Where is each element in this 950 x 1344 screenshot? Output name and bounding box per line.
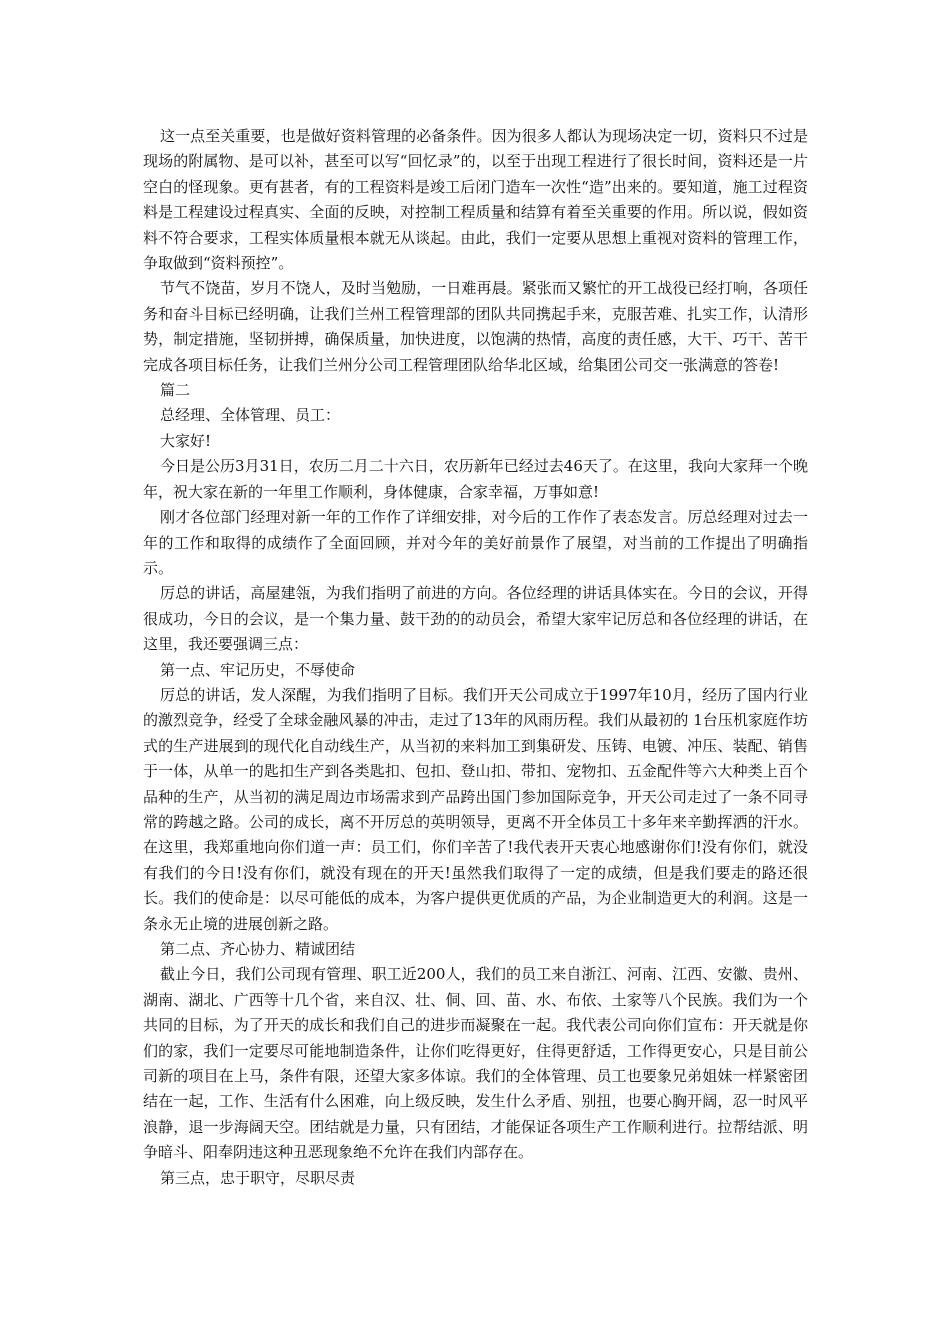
point-three-heading: 第三点，忠于职守，尽职尽责: [160, 1168, 356, 1187]
point-two-heading: 第二点、齐心协力、精诚团结: [160, 940, 356, 958]
section-heading-part-two: 篇二: [160, 381, 191, 400]
paragraph-manager-review: 刚才各位部门经理对新一年的工作作了详细安排，对今后的工作作了表态发言。厉总经理对过去一年的工作和取得的成绩作了全面回顾，并对今年的美好前景作了展望，对当前的工作提出了明确指示。: [143, 508, 808, 577]
document-body: [143, 124, 808, 1191]
point-one-heading: 第一点、牢记历史，不辱使命: [160, 660, 356, 679]
paragraph-three-points-intro: 厉总的讲话，高屋建瓴，为我们指明了前进的方向。各位经理的讲话具体实在。今日的会议，开得很成功，今日的会议，是一个集力量、鼓干劲的的动员会，希望大家牢记厉总和各位经理的讲话，在这里，我还要强调三点：: [143, 584, 808, 654]
paragraph-date-greeting: 今日是公历3月31日，农历二月二十六日，农历新年已经过去46天了。在这里，我向大家拜一个晚年，祝大家在新的一年里工作顺利，身体健康，合家幸福，万事如意!: [143, 457, 808, 501]
paragraph-call-to-action: 节气不饶苗，岁月不饶人，及时当勉励，一日难再晨。紧张而又繁忙的开工战役已经打响，各项任务和奋斗目标已经明确，让我们兰州工程管理部的团队共同携起手来，克服苦难、扎实工作，认清形势，制定措施，坚韧拼搏，确保质量，加快进度，以饱满的热情，高度的责任感，大干、巧干、苦干完成各项目标任务，让我们兰州分公司工程管理团队给华北区域，给集团公司交一张满意的答卷!: [143, 279, 808, 374]
paragraph-unity: 截止今日，我们公司现有管理、职工近200人，我们的员工来自浙江、河南、江西、安徽、贵州、湖南、湖北、广西等十几个省，来自汉、壮、侗、回、苗、水、布依、土家等八个民族。我们为一个共同的目标，为了开天的成长和我们自己的进步而凝聚在一起。我代表公司向你们宣布：开天就是你们的家，我们一定要尽可能地制造条件，让你们吃得更好，住得更舒适，工作得更安心，只是目前公司新的项目在上马，条件有限，还望大家多体谅。我们的全体管理、员工也要象兄弟姐妹一样紧密团结在一起，工作、生活有什么困难，向上级反映，发生什么矛盾、别扭，也要心胸开阔，忍一时风平浪静，退一步海阔天空。团结就是力量，只有团结，才能保证各项生产工作顺利进行。拉帮结派、明争暗斗、阳奉阴违这种丑恶现象绝不允许在我们内部存在。: [143, 965, 808, 1162]
paragraph-company-history: 厉总的讲话，发人深醒，为我们指明了目标。我们开天公司成立于1997年10月，经历了国内行业的激烈竞争，经受了全球金融风暴的冲击，走过了13年的风雨历程。我们从最初的 1台压机家庭作坊式的生产进展到的现代化自动线生产，从当初的来料加工到集研发、压铸、电镀、冲压、装配、销售于一体，从单一的匙扣生产到各类匙扣、包扣、登山扣、带扣、宠物扣、五金配件等六大种类上百个品种的生产，从当初的满足周边市场需求到产品跨出国门参加国际竞争，开天公司走过了一条不同寻常的跨越之路。公司的成长，离不开厉总的英明领导，更离不开全体员工十多年来辛勤挥洒的汗水。在这里，我郑重地向你们道一声：员工们，你们辛苦了!我代表开天衷心地感谢你们!没有你们，就没有我们的今日!没有你们，就没有现在的开天!虽然我们取得了一定的成绩，但是我们要走的路还很长。我们的使命是：以尽可能低的成本，为客户提供更优质的产品，为企业制造更大的利润。这是一条永无止境的进展创新之路。: [143, 685, 808, 933]
greeting: 大家好!: [160, 431, 212, 450]
salutation-audience: 总经理、全体管理、员工：: [160, 406, 341, 425]
paragraph-resource-management: 这一点至关重要，也是做好资料管理的必备条件。因为很多人都认为现场决定一切，资料只不过是现场的附属物、是可以补，甚至可以写“回忆录”的，以至于出现工程进行了很长时间，资料还是一片空白的怪现象。更有甚者，有的工程资料是竣工后闭门造车一次性“造”出来的。要知道，施工过程资料是工程建设过程真实、全面的反映，对控制工程质量和结算有着至关重要的作用。所以说，假如资料不符合要求，工程实体质量根本就无从谈起。由此，我们一定要从思想上重视对资料的管理工作，争取做到“资料预控”。: [143, 127, 808, 273]
